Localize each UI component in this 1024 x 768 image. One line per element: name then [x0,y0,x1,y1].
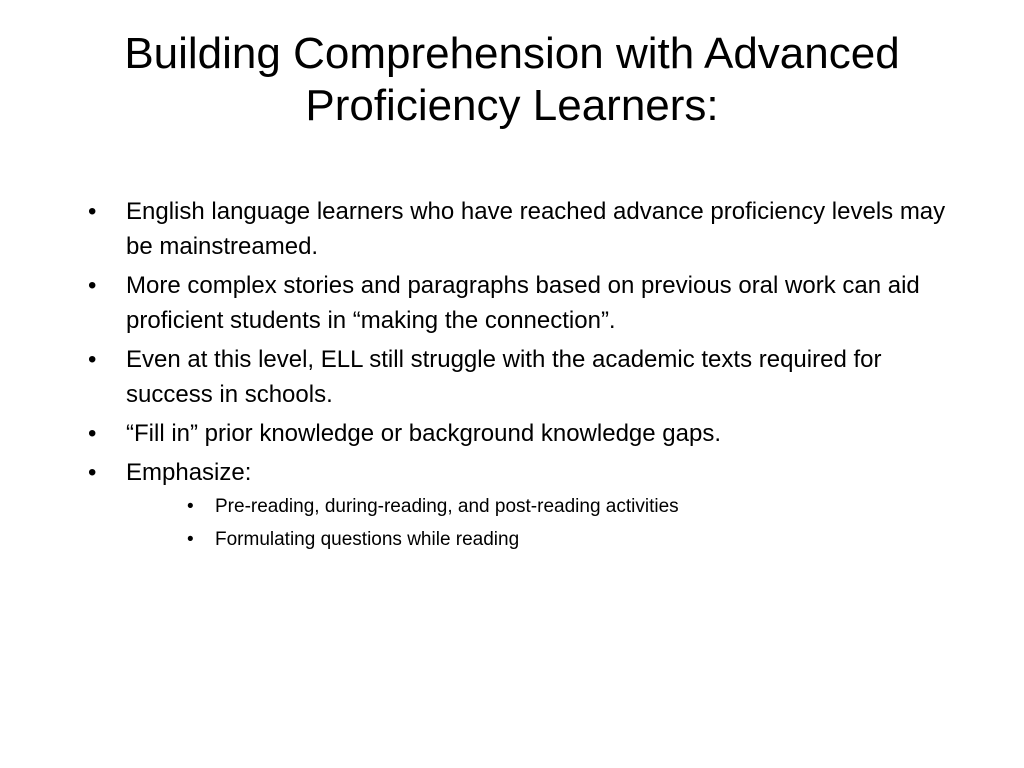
bullet-text: English language learners who have reached advance proficiency levels may be mainstreamed. [126,198,946,260]
bullet-item [88,416,948,451]
sub-bullet-text: Formulating questions while reading [215,529,520,550]
bullet-dot-icon: • [88,459,97,486]
sub-bullet-item [187,494,948,519]
bullet-dot-icon: • [88,420,97,447]
slide-title: Building Comprehension with Advanced Proficiency Learners: [124,29,900,130]
sub-bullet-text: Pre-reading, during-reading, and post-reading activities [215,496,679,517]
bullet-dot-icon: • [88,272,97,299]
bullet-dot-icon: • [88,198,97,225]
bullet-item [88,194,948,264]
bullet-item [88,268,948,338]
bullet-dot-icon: • [88,346,97,373]
sub-bullet-list [126,494,948,552]
bullet-text: Emphasize: [126,459,252,486]
sub-bullet-dot-icon: • [187,529,194,550]
bullet-text: Even at this level, ELL still struggle with the academic texts required for success in schools. [126,346,882,408]
bullet-item [88,342,948,412]
sub-bullet-dot-icon: • [187,496,194,517]
sub-bullet-item [187,527,948,552]
bullet-item [88,455,948,552]
bullet-text: More complex stories and paragraphs based on previous oral work can aid proficient students in “making the connection”. [126,272,920,334]
bullet-list [88,194,948,560]
bullet-text: “Fill in” prior knowledge or background knowledge gaps. [126,420,721,447]
